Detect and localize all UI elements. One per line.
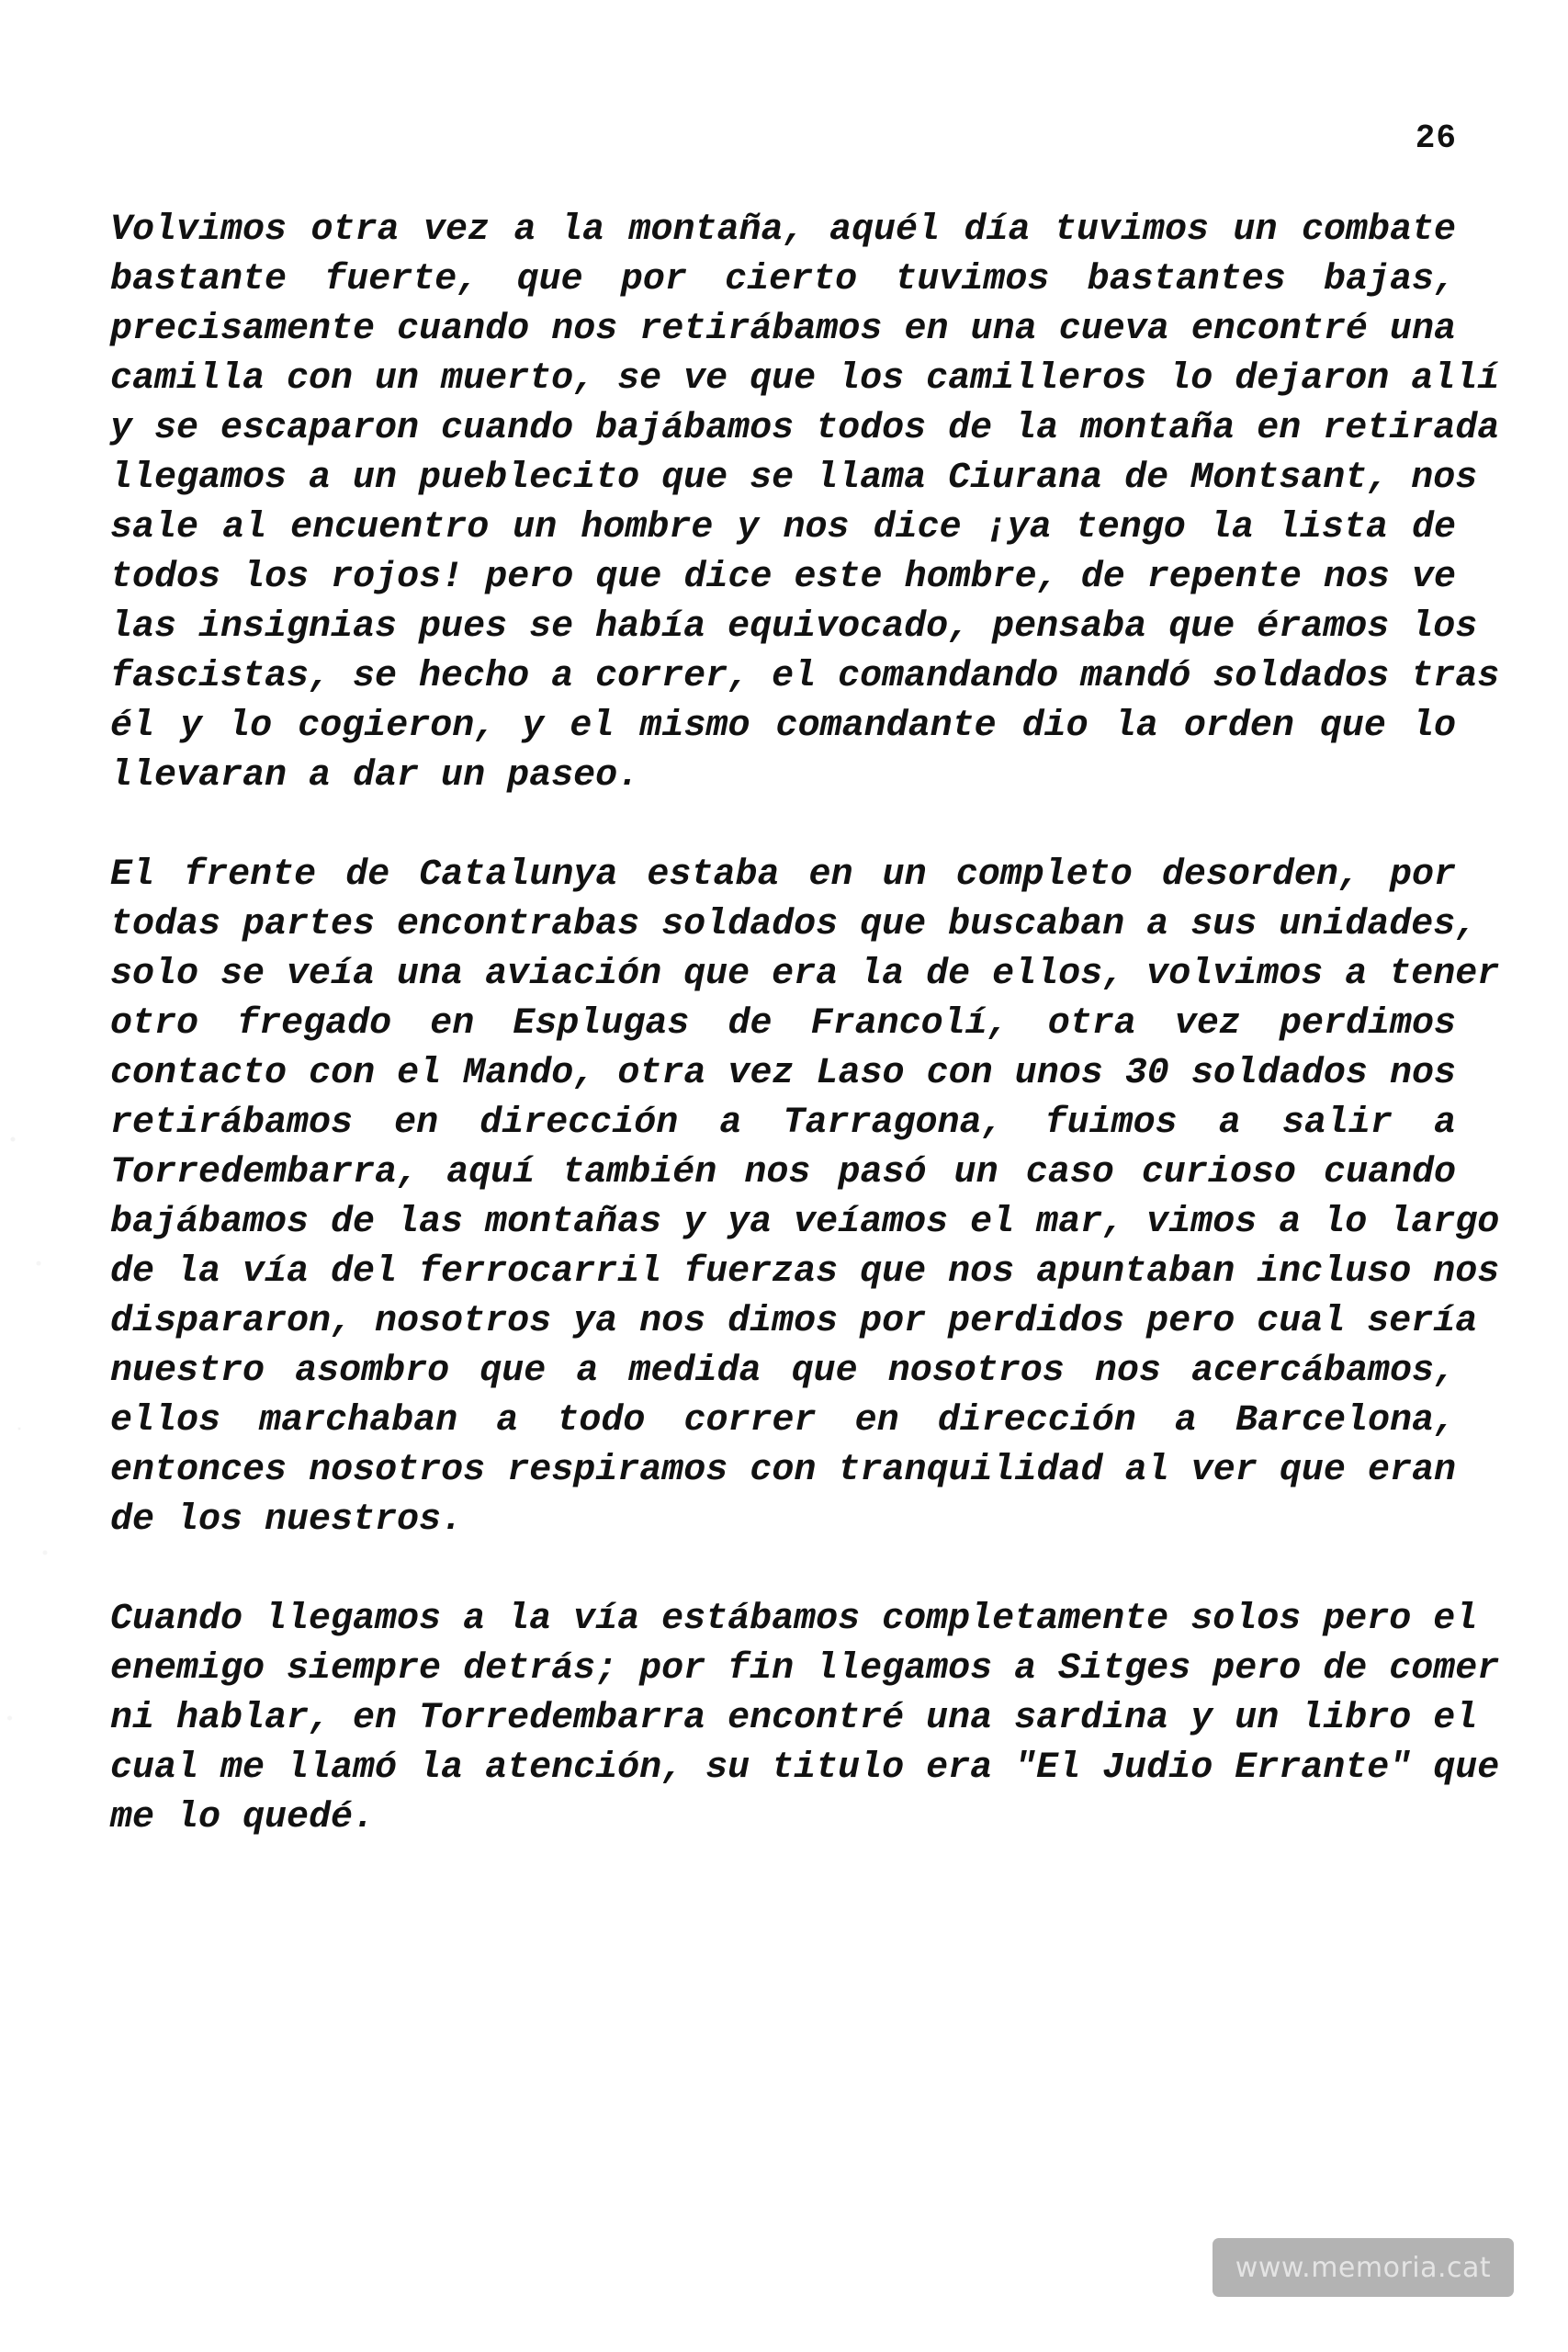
text-line: Torredembarra, aquí también nos pasó un caso curioso cuando	[110, 1152, 1456, 1193]
text-line: El frente de Catalunya estaba en un completo desorden, por	[110, 854, 1456, 896]
text-line: las insignias pues se había equivocado, pensaba que éramos los	[110, 606, 1478, 648]
text-line: él y lo cogieron, y el mismo comandante dio la orden que lo	[110, 706, 1456, 747]
text-line: solo se veía una aviación que era la de ellos, volvimos a tener	[110, 954, 1500, 995]
text-line: llevaran a dar un paseo.	[110, 755, 640, 797]
scan-speckle	[0, 1057, 64, 1883]
text-line: camilla con un muerto, se ve que los camilleros lo dejaron allí	[110, 358, 1500, 400]
text-line: bastante fuerte, que por cierto tuvimos bastantes bajas,	[110, 259, 1456, 300]
text-line: de la vía del ferrocarril fuerzas que nos apuntaban incluso nos	[110, 1251, 1500, 1293]
body-text	[110, 206, 1500, 1893]
text-line: sale al encuentro un hombre y nos dice ¡ya tengo la lista de	[110, 507, 1456, 548]
text-line: precisamente cuando nos retirábamos en una cueva encontré una	[110, 309, 1456, 350]
text-line: nuestro asombro que a medida que nosotros nos acercábamos,	[110, 1351, 1456, 1392]
text-line: bajábamos de las montañas y ya veíamos el mar, vimos a lo largo	[110, 1202, 1500, 1243]
paragraph-3	[110, 1595, 1500, 1843]
page-number: 26	[1415, 119, 1457, 157]
paragraph-1	[110, 206, 1500, 801]
text-line: de los nuestros.	[110, 1499, 464, 1541]
text-line: Cuando llegamos a la vía estábamos completamente solos pero el	[110, 1599, 1478, 1640]
text-line: otro fregado en Esplugas de Francolí, otra vez perdimos	[110, 1003, 1456, 1045]
text-line: cual me llamó la atención, su titulo era "El Judio Errante" que	[110, 1747, 1500, 1789]
text-line: fascistas, se hecho a correr, el comandando mandó soldados tras	[110, 656, 1500, 697]
text-line: dispararon, nosotros ya nos dimos por perdidos pero cual sería	[110, 1301, 1478, 1342]
text-line: ni hablar, en Torredembarra encontré una sardina y un libro el	[110, 1698, 1478, 1739]
text-line: me lo quedé.	[110, 1797, 376, 1838]
watermark-link[interactable]	[1213, 2238, 1514, 2297]
text-line: contacto con el Mando, otra vez Laso con unos 30 soldados nos	[110, 1053, 1456, 1094]
paragraph-2	[110, 851, 1500, 1545]
text-line: entonces nosotros respiramos con tranquilidad al ver que eran	[110, 1450, 1456, 1491]
watermark-text: www.memoria.cat	[1235, 2251, 1492, 2284]
text-line: enemigo siempre detrás; por fin llegamos a Sitges pero de comer	[110, 1648, 1500, 1690]
text-line: llegamos a un pueblecito que se llama Ciurana de Montsant, nos	[110, 458, 1478, 499]
text-line: todas partes encontrabas soldados que buscaban a sus unidades,	[110, 904, 1478, 945]
text-line: ellos marchaban a todo correr en dirección a Barcelona,	[110, 1400, 1456, 1442]
text-line: Volvimos otra vez a la montaña, aquél día tuvimos un combate	[110, 209, 1456, 251]
text-line: todos los rojos! pero que dice este hombre, de repente nos ve	[110, 557, 1456, 598]
text-line: retirábamos en dirección a Tarragona, fuimos a salir a	[110, 1102, 1456, 1144]
text-line: y se escaparon cuando bajábamos todos de la montaña en retirada	[110, 408, 1500, 449]
